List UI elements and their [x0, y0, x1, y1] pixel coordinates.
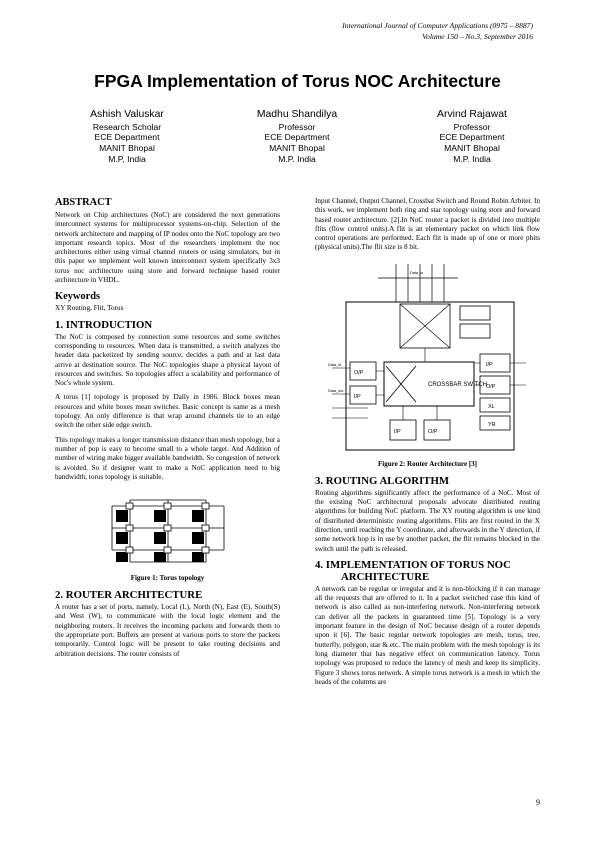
router-paragraph-2: Input Channel, Output Channel, Crossbar Switch and Round Robin Arbiter. In this work, we implement both ring and star topology using store and forward based router architecture. [2].In NoC router a packet is divided into multiple flits (flow control units).A flit is an elementary packet on which link flow control operations are performed. Each flit is made up of one or more phits (physical units).The flit size is 8 bit. [315, 197, 540, 252]
keywords-text: XY Routing, Flit, Torus [55, 304, 124, 313]
journal-volume: Volume 150 – No.3, September 2016 [422, 32, 533, 41]
intro-paragraph-3: This topology makes a longer transmission distance than mesh topology, but a number of pop is easy to become small to a whole target. And Addition of number of wiring make bigger available bandwidth. So congestion of network is avoided. So if designer want to make a NoC application need to big bandwidth, torus topology is suitable. [55, 435, 280, 481]
figure-1-caption: Figure 1: Torus topology [130, 574, 205, 583]
paper-title: FPGA Implementation of Torus NOC Architecture [94, 71, 501, 91]
author-name: Ashish Valuskar [90, 109, 164, 120]
author-loc: M.P. India [453, 153, 491, 164]
author-inst: MANIT Bhopal [99, 143, 155, 154]
right-column [315, 197, 540, 692]
torus-paragraph-1: A network can be regular or irregular and it is non-blocking if it can manage all the requests that are offered to it. In a packet switched case this kind of network is also called as non-interfering network. Non-interfering network can deliver all the packets in guaranteed time [5]. Topology is a very important feature in the design of NoC because design of a router depends upon it [6]. The basic regular network topologies are mesh, torus, tree, butterfly, polygon, star & etc. The main problem with the mesh topology is its long diameter that has negative effect on communication latency. Torus topology was proposed to reduce the latency of mesh and keep its simplicity. Figure 3 shows torus network. A simple torus network is a mesh in which the heads of the columns are [315, 584, 540, 686]
router-paragraph-1: A router has a set of ports, namely, Local (L), North (N), East (E), South(S) and West (W), to communicate with the local logic element and the neighboring routers. It receives the incoming packets and forwards them to the appropriate port. Buffers are present at various ports to store the packets temporarily. Control logic will be present to take routing decisions and arbitration decisions. The router consists of [55, 603, 280, 658]
abstract-heading: ABSTRACT [55, 197, 112, 208]
top-data-in-label: Data_in [409, 270, 423, 275]
journal-name: International Journal of Computer Applications (0975 – 8887) [342, 21, 533, 30]
author-role: Professor [278, 121, 316, 132]
router-architecture-figure [328, 258, 528, 454]
xl-label: XL [487, 403, 495, 410]
yr-label: YR [487, 421, 496, 428]
crossbar-label: CROSSBAR SWITCH [427, 381, 487, 388]
bottom-ip-label: I/P [393, 428, 401, 435]
author-inst: MANIT Bhopal [269, 143, 325, 154]
author-dept: ECE Department [439, 132, 505, 143]
author-3 [397, 109, 547, 165]
author-inst: MANIT Bhopal [444, 143, 500, 154]
torus-topology-diagram [108, 498, 228, 564]
router-architecture-heading: 2. ROUTER ARCHITECTURE [55, 589, 203, 602]
left-op-label: O/P [353, 369, 363, 376]
author-role: Research Scholar [92, 121, 162, 132]
torus-topology-figure [108, 498, 228, 564]
author-loc: M.P. India [278, 153, 316, 164]
page-number: 9 [536, 798, 540, 807]
author-loc: M.P, India [108, 153, 146, 164]
left-column [55, 197, 280, 664]
author-2 [222, 109, 372, 165]
right-ip-label: I/P [485, 361, 493, 368]
torus-implementation-heading: 4. IMPLEMENTATION OF TORUS NOC ARCHITECTURE [315, 558, 511, 583]
routing-paragraph-1: Routing algorithms significantly affect the performance of a NoC. Most of the existing NoC architectural proposals advocate distributed routing algorithms for building NoC platform. The XY routing algorithm is one kind of distributed deterministic routing algorithms. Flits are first routed in the X direction, until reaching the Y coordinate, and afterwards in the Y direction, if some network hop is in use by another packet, the flit remains blocked in the switch until the path is released. [315, 488, 540, 553]
intro-paragraph-2: A torus [1] topology is proposed by Dally in 1986. Block boxes mean resources and white boxes mean switches. Basic concept is same as a mesh topology. An only difference is that wrap around channels tie to an edge switch the other side edge switch. [55, 393, 280, 430]
left-data-in-label: Data_in [327, 362, 341, 367]
abstract-text: Network on Chip architectures (NoC) are considered the next generations interconnect systems for multiprocessor systems-on-chip. Selection of the network architecture and mapping of IP nodes onto the NoC topology are two important research topics. Most of the researchers implement the noc architectures either using virtual channel routers or using simulators, but in this paper we implement well known interconnect system specifically 3x3 torus noc architecture using store and forward technique based router architecture in VHDL. [55, 211, 280, 285]
author-name: Madhu Shandilya [256, 109, 338, 120]
author-1 [52, 109, 202, 165]
right-op-label: O/P [485, 383, 495, 390]
left-ip-label: I/P [353, 393, 361, 400]
author-name: Arvind Rajawat [437, 109, 507, 120]
running-header [342, 20, 533, 42]
author-dept: ECE Department [264, 132, 330, 143]
author-role: Professor [453, 121, 491, 132]
introduction-heading: 1. INTRODUCTION [55, 318, 153, 331]
routing-algorithm-heading: 3. ROUTING ALGORITHM [315, 474, 450, 487]
figure-2-caption: Figure 2: Router Architecture [3] [377, 459, 477, 468]
intro-paragraph-1: The NoC is composed by connection some resources and some switches corresponding to resources. When data is transmitted, a switch analyzes the header data packetized by sending source, decides a path and at last data arrive at destination source. The NoC topologies shape a physical layout of resources and switches. So topologies affect a scalability and performance of Noc's whole system. [55, 332, 280, 388]
router-architecture-diagram [328, 258, 528, 454]
left-data-out-label: Data_out [327, 388, 343, 393]
author-dept: ECE Department [94, 132, 160, 143]
bottom-op-label: O/P [427, 428, 437, 435]
keywords-heading: Keywords [55, 291, 101, 303]
